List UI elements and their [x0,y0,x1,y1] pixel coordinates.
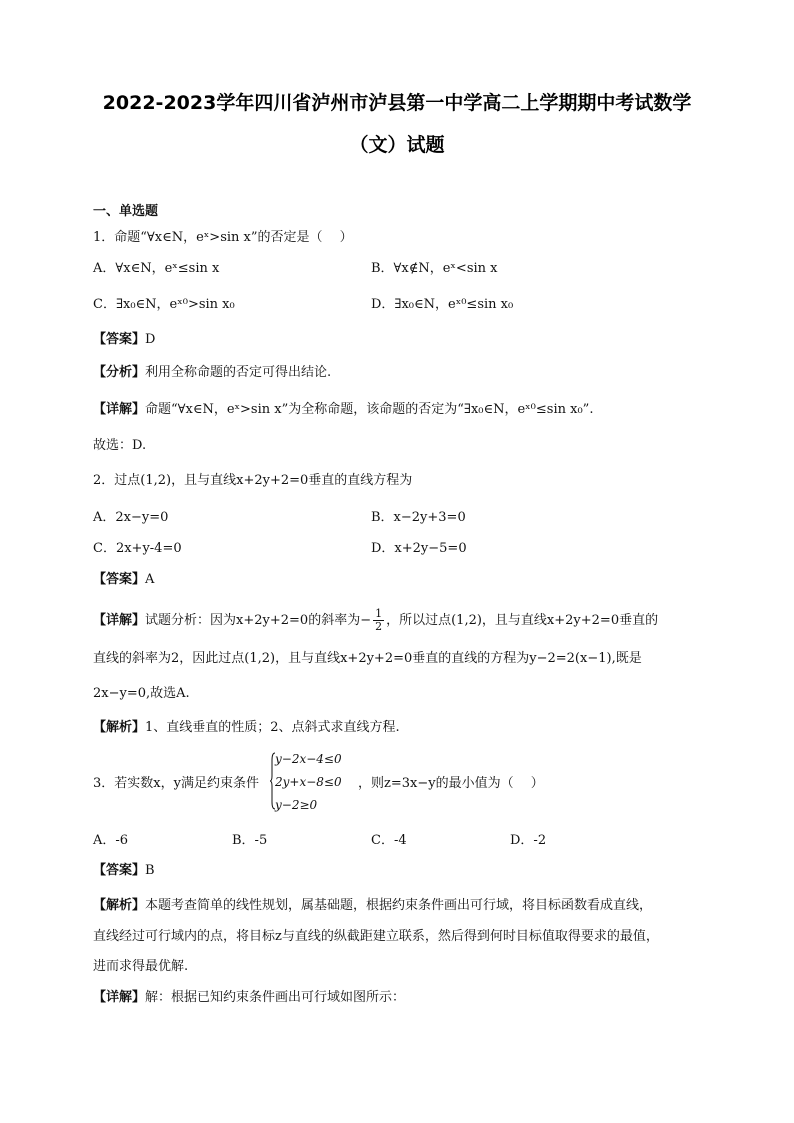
q3-jiexi-line-3: 进而求得最优解. [93,959,189,974]
q2-answer [93,571,154,589]
q1-option-b: B．∀x∉N，eˣ<sin x [371,261,498,276]
constraint-system [275,748,342,817]
q2-stem-pre: 2．过点 [93,473,141,488]
q1-answer [93,331,155,349]
q3-jiexi-line-2: 直线经过可行域内的点，将目标z与直线的纵截距建立联系，然后得到何时目标值取得要求的最值， [93,929,659,944]
q3-answer [93,862,155,880]
analysis-tag: 【分析】 [93,365,146,380]
q2-option-c: C．2x+y-4=0 [93,541,182,556]
q3-option-a: A．-6 [93,833,129,848]
q2-stem-line: x+2y+2=0 [236,473,309,488]
q1-analysis-text: 利用全称命题的否定可得出结论. [145,365,332,380]
q3-option-c: C．-4 [371,833,407,848]
answer-tag: 【答案】 [93,572,146,587]
q2-detail-line-2: 直线的斜率为2，因此过点(1,2)，且与直线x+2y+2=0垂直的直线的方程为y−2=2(x−1),既是 [93,651,642,666]
q1-stem-post: ”的否定是（ ） [250,230,353,245]
q2-detail-pre: 试题分析：因为 [145,613,237,628]
q1-option-d: D．∃x₀∈N，eˣ⁰≤sin x₀ [371,297,514,312]
q3-jiexi-line-1 [93,897,652,915]
q1-stem [93,229,353,247]
fraction-numerator: 1 [375,607,383,620]
q3-option-d: D．-2 [510,833,547,848]
constraint-2: 2y+x−8≤0 [275,775,342,789]
q3-answer-value: B [145,863,155,878]
answer-tag: 【答案】 [93,332,146,347]
q1-option-c: C．∃x₀∈N，eˣ⁰>sin x₀ [93,297,235,312]
q2-detail-line-1 [93,608,658,633]
q1-answer-value: D [145,332,156,347]
q2-stem-post: 垂直的直线方程为 [308,473,413,488]
q2-stem-point: (1,2) [140,473,172,488]
slope-fraction [373,608,384,633]
q3-option-b: B．-5 [232,833,268,848]
answer-tag: 【答案】 [93,863,146,878]
detail-tag: 【详解】 [93,613,146,628]
q3-stem-post: ，则z=3x−y的最小值为（ ） [358,776,544,791]
q1-detail-text: 命题“∀x∈N，eˣ>sin x”为全称命题，该命题的否定为“∃x₀∈N，eˣ⁰≤sin x₀”. [145,402,594,417]
constraint-3: y−2≥0 [275,798,318,812]
q1-detail [93,401,593,419]
q1-stem-pre: 1．命题“ [93,230,147,245]
constraint-1: y−2x−4≤0 [275,752,342,766]
fraction-denominator: 2 [375,620,383,633]
q2-stem [93,472,412,490]
jiexi-tag: 【解析】 [93,898,146,913]
q3-stem-pre: 3．若实数x，y满足约束条件 [93,776,259,791]
q2-jiexi-text: 1、直线垂直的性质；2、点斜式求直线方程. [145,720,400,735]
page-title-line-1: 2022-2023学年四川省泸州市泸县第一中学高二上学期期中考试数学 [102,92,692,114]
q2-option-b: B．x−2y+3=0 [371,510,466,525]
jiexi-tag: 【解析】 [93,720,146,735]
q2-option-a: A．2x−y=0 [93,510,169,525]
q1-analysis [93,364,331,382]
q2-detail-mid: 的斜率为− [308,613,372,628]
detail-tag: 【详解】 [93,990,146,1005]
q3-jiexi-text-1: 本题考查简单的线性规划，属基础题，根据约束条件画出可行域，将目标函数看成直线， [145,898,653,913]
q2-answer-value: A [145,572,155,587]
q2-detail-eq: x+2y+2=0 [236,613,309,628]
section-heading: 一、单选题 [93,204,159,219]
q1-stem-math: ∀x∈N，eˣ>sin x [146,230,251,245]
q2-jiexi [93,719,400,737]
q2-detail-line-3: 2x−y=0,故选A. [93,686,190,701]
q2-detail-post: ，所以过点(1,2)，且与直线x+2y+2=0垂直的 [386,613,659,628]
q3-detail-text: 解：根据已知约束条件画出可行域如图所示： [145,990,406,1005]
q1-choose: 故选：D. [93,438,147,453]
detail-tag: 【详解】 [93,402,146,417]
page-title-line-2: （文）试题 [349,134,445,156]
q3-detail [93,989,405,1007]
q1-option-a: A．∀x∈N，eˣ≤sin x [93,261,220,276]
q2-stem-mid: ，且与直线 [171,473,237,488]
q2-option-d: D．x+2y−5=0 [371,541,467,556]
